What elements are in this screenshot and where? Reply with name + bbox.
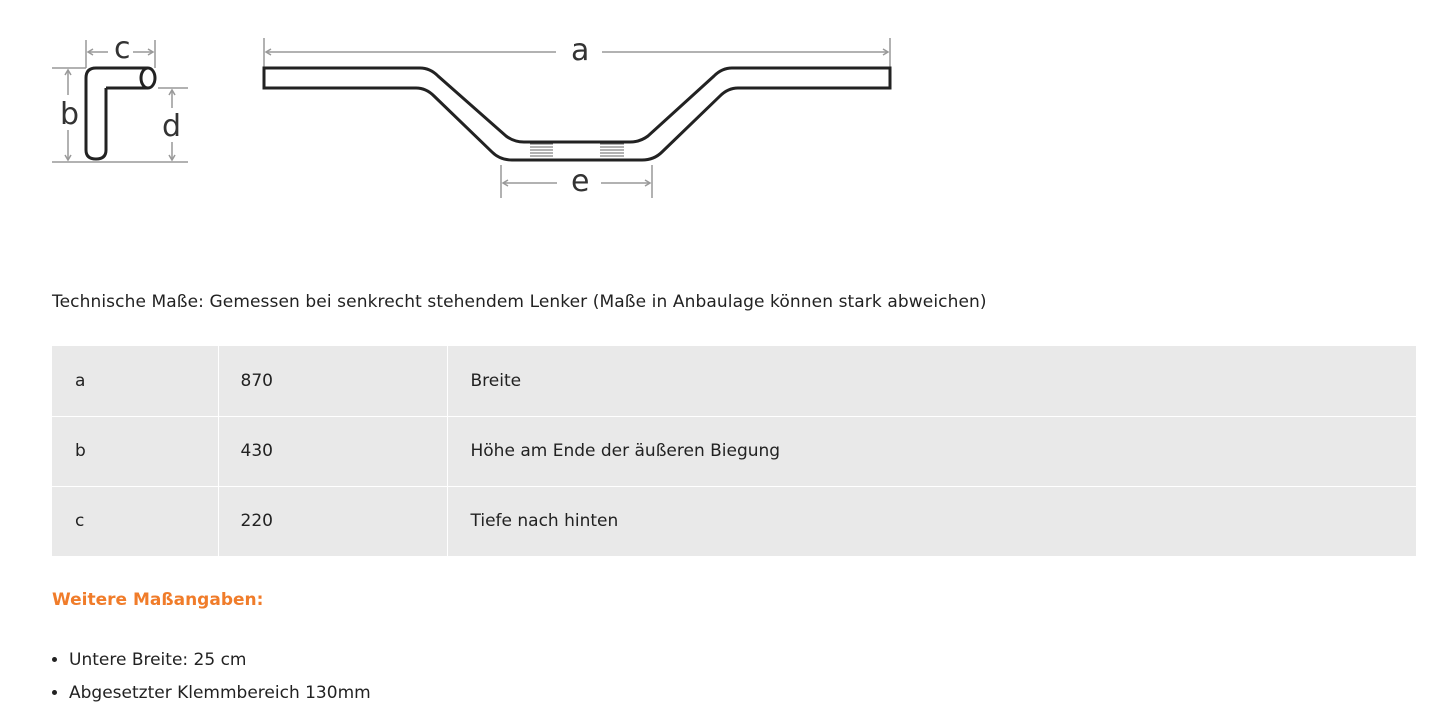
handlebar-dimension-diagram	[40, 20, 920, 220]
further-dimensions-heading: Weitere Maßangaben:	[52, 590, 264, 610]
knurling-left	[530, 144, 553, 156]
dim-label-b: b	[60, 97, 80, 132]
dim-label-c: c	[114, 31, 131, 66]
dim-label-a: a	[571, 33, 590, 68]
dim-label-e: e	[571, 164, 590, 199]
spec-key: c	[52, 486, 218, 556]
table-row	[52, 416, 1416, 486]
knurling-right	[600, 144, 624, 156]
table-row	[52, 346, 1416, 416]
list-item: • Untere Breite: 25 cm	[69, 645, 371, 678]
front-view-bar	[264, 68, 890, 160]
further-dimensions-list	[52, 645, 371, 711]
specs-table	[52, 346, 1416, 556]
list-item: • Abgesetzter Klemmbereich 130mm	[69, 678, 371, 711]
side-view-bar	[86, 68, 155, 159]
spec-key: a	[52, 346, 218, 416]
spec-description: Höhe am Ende der äußeren Biegung	[447, 416, 1416, 486]
spec-value: 220	[218, 486, 447, 556]
spec-description: Breite	[447, 346, 1416, 416]
table-row	[52, 486, 1416, 556]
measurement-caption: Technische Maße: Gemessen bei senkrecht stehendem Lenker (Maße in Anbaulage können stark abweichen)	[52, 292, 987, 312]
dim-label-d: d	[162, 109, 182, 144]
spec-key: b	[52, 416, 218, 486]
spec-value: 870	[218, 346, 447, 416]
spec-value: 430	[218, 416, 447, 486]
spec-description: Tiefe nach hinten	[470, 511, 619, 532]
